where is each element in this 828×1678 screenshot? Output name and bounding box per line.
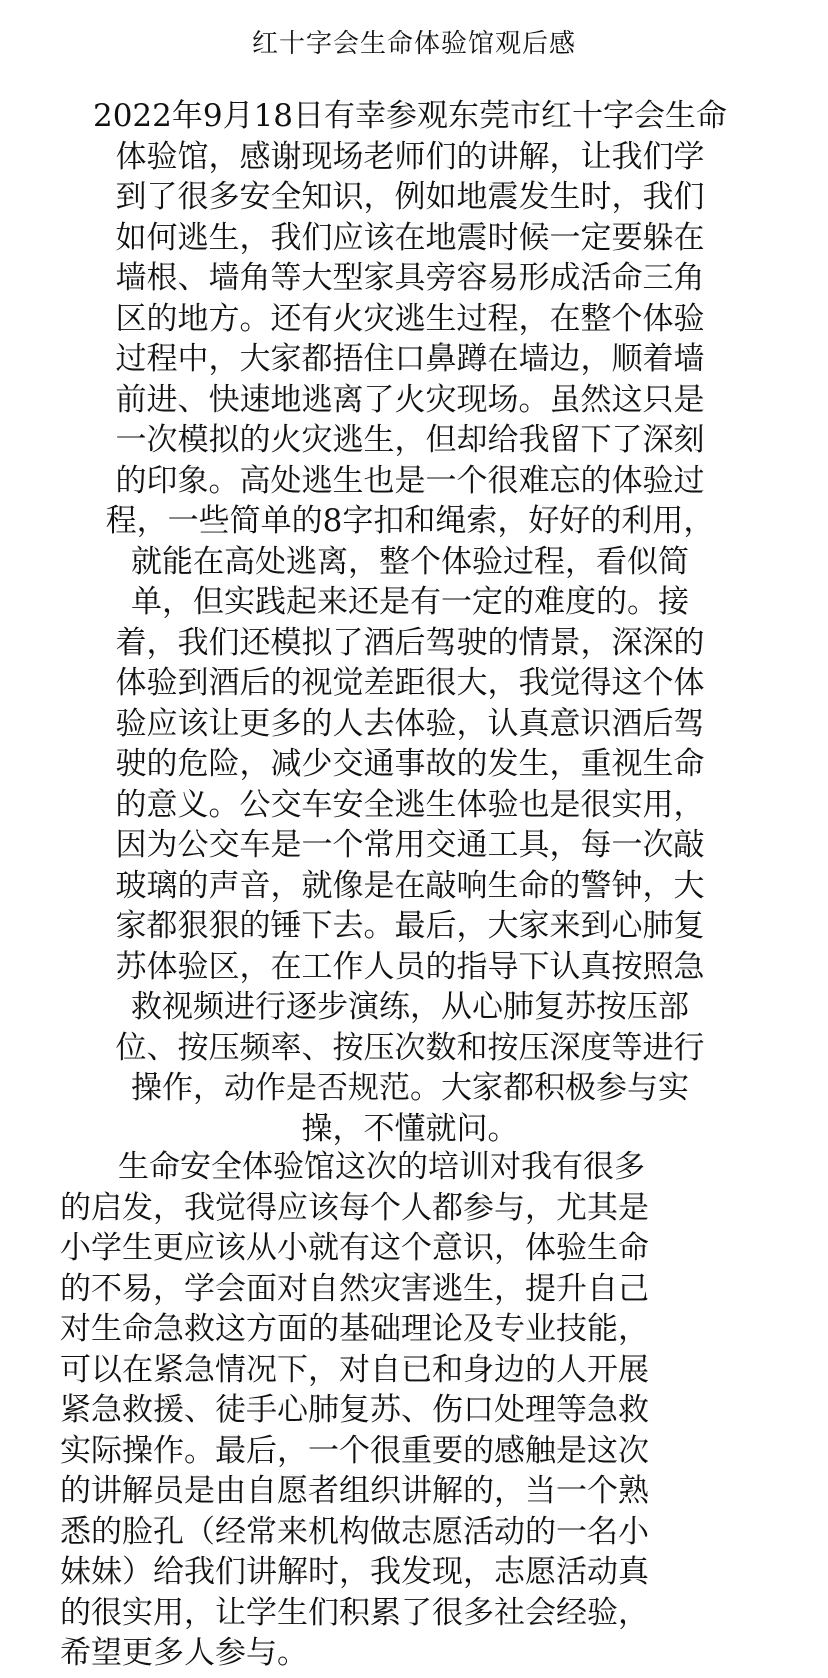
text-line: 实际操作。最后，一个很重要的感触是这次: [60, 1432, 649, 1469]
text-line: 着，我们还模拟了酒后驾驶的情景，深深的: [115, 624, 705, 661]
text-line: 的启发，我觉得应该每个人都参与，尤其是: [60, 1189, 649, 1226]
text-line: 区的地方。还有火灾逃生过程，在整个体验: [115, 300, 705, 337]
text-line: 救视频进行逐步演练，从心肺复苏按压部: [131, 989, 689, 1025]
text-line: 的不易，学会面对自然灾害逃生，提升自己: [60, 1270, 649, 1307]
text-line: 可以在紧急情况下，对自已和身边的人开展: [60, 1351, 649, 1388]
text-line: 家都狠狠的锤下去。最后，大家来到心肺复: [115, 908, 705, 944]
text-line: 到了很多安全知识，例如地震发生时，我们: [115, 179, 705, 215]
text-line: 悉的脸孔（经常来机构做志愿活动的一名小: [60, 1513, 649, 1550]
text-line: 希望更多人参与。: [60, 1635, 308, 1671]
text-line: 玻璃的声音，就像是在敲响生命的警钟，大: [115, 867, 705, 904]
text-line: 就能在高处逃离，整个体验过程，看似简: [131, 543, 689, 580]
document-title: 红十字会生命体验馆观后感: [251, 29, 576, 59]
text-line: 驶的危险，减少交通事故的发生，重视生命: [115, 746, 705, 782]
text-line: 墙根、墙角等大型家具旁容易形成活命三角: [115, 260, 705, 296]
text-line: 如何逃生，我们应该在地震时候一定要躲在: [115, 219, 705, 256]
text-line: 操作，动作是否规范。大家都积极参与实: [131, 1070, 689, 1106]
text-line: 体验馆，感谢现场老师们的讲解，让我们学: [115, 138, 705, 175]
text-line: 因为公交车是一个常用交通工具，每一次敲: [115, 827, 705, 863]
text-line: 苏体验区，在工作人员的指导下认真按照急: [115, 948, 705, 985]
paragraph-2: [60, 1147, 760, 1674]
text-line: 过程中，大家都捂住口鼻蹲在墙边，顺着墙: [115, 341, 705, 377]
text-line: 前进、快速地逃离了火灾现场。虽然这只是: [115, 381, 705, 418]
text-line: 体验到酒后的视觉差距很大，我觉得这个体: [115, 665, 705, 701]
text-line: 程，一些简单的8字扣和绳索，好好的利用，: [105, 503, 715, 539]
text-line: 妹妹）给我们讲解时，我发现，志愿活动真: [60, 1554, 649, 1590]
text-line: 位、按压频率、按压次数和按压深度等进行: [115, 1029, 705, 1066]
text-line: 的很实用，让学生们积累了很多社会经验，: [60, 1594, 649, 1631]
text-line: 单，但实践起来还是有一定的难度的。接: [131, 584, 689, 620]
paragraph-1: [60, 96, 760, 1149]
text-line: 验应该让更多的人去体验，认真意识酒后驾: [115, 705, 705, 742]
text-line: 的讲解员是由自愿者组织讲解的，当一个熟: [60, 1473, 649, 1509]
text-line: 2022年9月18日有幸参观东莞市红十字会生命: [92, 98, 728, 134]
text-line: 的印象。高处逃生也是一个很难忘的体验过: [115, 462, 705, 499]
text-line: 的意义。公交车安全逃生体验也是很实用，: [115, 786, 705, 823]
text-line: 紧急救援、徒手心肺复苏、伤口处理等急救: [60, 1392, 649, 1428]
text-line: 小学生更应该从小就有这个意识，体验生命: [60, 1230, 649, 1266]
text-line: 对生命急救这方面的基础理论及专业技能，: [60, 1311, 649, 1347]
text-line: 生命安全体验馆这次的培训对我有很多: [118, 1149, 645, 1185]
text-line: 操，不懂就问。: [301, 1110, 519, 1147]
text-line: 一次模拟的火灾逃生，但却给我留下了深刻: [115, 422, 705, 458]
